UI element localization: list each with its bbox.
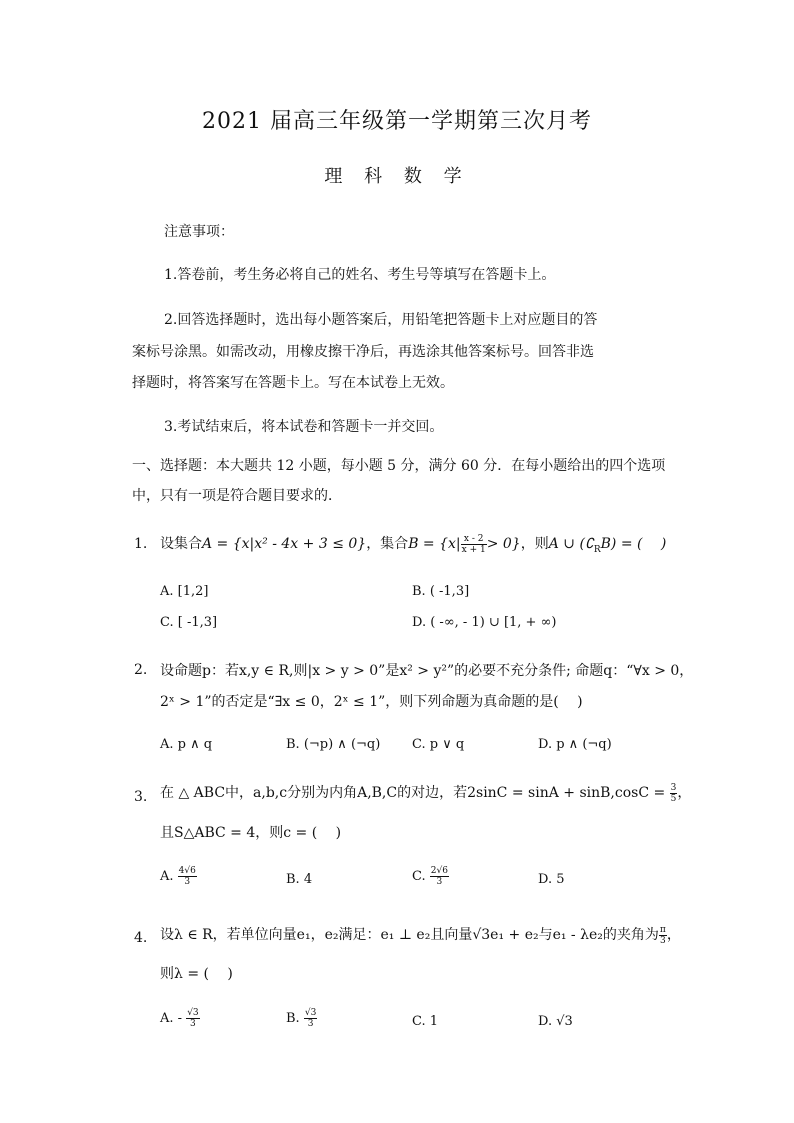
q1-option-b: B. ( -1,3] [412, 584, 470, 599]
q2-stem-line-1: 设命题p：若x,y ∈ R,则|x > y > 0”是x² > y²”的必要不充分条件; 命题q：“∀x > 0， [160, 663, 694, 679]
q2-number: 2. [134, 662, 148, 678]
q3-frac-num: 3 [670, 782, 677, 793]
q3-option-a-den: 3 [184, 877, 191, 887]
q1-frac-num: x - 2 [461, 534, 487, 545]
section-heading-line-2: 中，只有一项是符合题目要求的． [132, 488, 342, 504]
notice-item-2-line-2: 案标号涂黑。如需改动，用橡皮擦干净后，再选涂其他答案标号。回答非选 [132, 344, 594, 360]
q4-stem-line-2: 则λ = ( ) [160, 966, 233, 982]
q4-number: 4. [134, 930, 148, 946]
q1-stem [160, 533, 666, 555]
q1-expr-sub: R [593, 544, 601, 555]
q3-text-b: ， [677, 785, 692, 801]
q3-option-c-label: C. [412, 869, 426, 884]
q3-option-a-fraction [178, 866, 197, 887]
q1-fraction [461, 534, 487, 555]
q3-option-b: B. 4 [286, 872, 313, 887]
q4-option-a-label: A. - [160, 1011, 183, 1026]
q2-option-d: D. p ∧ (¬q) [538, 737, 612, 752]
q1-expr: A ∪ (∁ [548, 536, 594, 552]
q4-option-b-num: √3 [304, 1008, 317, 1018]
q4-option-b-label: B. [286, 1011, 300, 1026]
q1-expr-end: B) = ( ) [600, 536, 667, 552]
q4-fraction [659, 925, 667, 946]
q3-stem-line-1 [160, 782, 691, 804]
q3-option-d: D. 5 [538, 872, 565, 887]
q3-frac-den: 5 [670, 793, 677, 804]
notice-heading: 注意事项： [164, 224, 234, 240]
q4-option-c: C. 1 [412, 1014, 439, 1029]
q3-text-a: 在 △ ABC中，a,b,c分别为内角A,B,C的对边，若2sinC = sinA + sinB,cosC = [160, 785, 670, 801]
q1-set-b-post: > 0} [486, 536, 521, 552]
q1-option-d: D. ( -∞, - 1) ∪ [1, + ∞) [412, 615, 557, 630]
q3-stem-line-2: 且S△ABC = 4，则c = ( ) [160, 825, 342, 841]
q1-frac-den: x + 1 [461, 544, 486, 555]
q3-option-c-num: 2√6 [430, 866, 448, 876]
q1-text-b: ，集合 [366, 536, 409, 552]
q4-frac-num: π [659, 924, 666, 935]
q1-set-b-pre: B = {x| [408, 536, 461, 552]
q4-option-a-den: 3 [190, 1019, 196, 1029]
q1-number: 1. [134, 536, 148, 552]
q3-option-c-den: 3 [436, 877, 443, 887]
q4-text-b: ， [666, 927, 681, 943]
q1-text-a: 设集合 [160, 536, 202, 552]
q4-stem-line-1 [160, 924, 681, 946]
q3-option-a-num: 4√6 [178, 866, 196, 876]
q2-stem-line-2: 2ˣ > 1”的否定是“∃x ≤ 0，2ˣ ≤ 1”，则下列命题为真命题的是( ) [160, 694, 583, 710]
q1-set-a: A = {x|x² - 4x + 3 ≤ 0} [202, 536, 367, 552]
q4-text-a: 设λ ∈ R，若单位向量e₁，e₂满足：e₁ ⊥ e₂且向量√3e₁ + e₂与e₁ - λe₂的夹角为 [160, 927, 659, 943]
q4-option-d: D. √3 [538, 1014, 573, 1029]
q1-option-c: C. [ -1,3] [160, 615, 218, 630]
q4-frac-den: 3 [659, 935, 666, 946]
q3-option-a-label: A. [160, 869, 174, 884]
q2-option-c: C. p ∨ q [412, 737, 465, 752]
notice-item-2-line-3: 择题时，将答案写在答题卡上。写在本试卷上无效。 [132, 375, 454, 391]
q2-option-a: A. p ∧ q [160, 737, 213, 752]
exam-subject: 理 科 数 学 [324, 166, 470, 187]
section-heading-line-1: 一、选择题：本大题共 12 小题，每小题 5 分，满分 60 分．在每小题给出的四个选项 [132, 458, 666, 474]
q4-option-b-den: 3 [307, 1019, 314, 1029]
q4-option-a [160, 1008, 200, 1029]
q2-option-b: B. (¬p) ∧ (¬q) [286, 737, 381, 752]
q4-option-b-fraction [304, 1008, 317, 1029]
q4-option-a-num: √3 [187, 1008, 199, 1018]
q4-option-a-fraction [186, 1008, 199, 1029]
q1-text-c: ，则 [520, 536, 549, 552]
notice-item-1: 1.答卷前，考生务必将自己的姓名、考生号等填写在答题卡上。 [164, 267, 556, 283]
q4-option-b [286, 1008, 317, 1029]
q3-option-c [412, 866, 449, 887]
q3-option-c-fraction [430, 866, 449, 887]
q3-option-a [160, 866, 197, 887]
notice-item-2-line-1: 2.回答选择题时，选出每小题答案后，用铅笔把答题卡上对应题目的答 [164, 312, 598, 328]
exam-title: 2021 届高三年级第一学期第三次月考 [202, 109, 592, 134]
notice-item-3: 3.考试结束后，将本试卷和答题卡一并交回。 [164, 419, 444, 435]
q3-number: 3. [134, 789, 148, 805]
q1-option-a: A. [1,2] [160, 584, 209, 599]
